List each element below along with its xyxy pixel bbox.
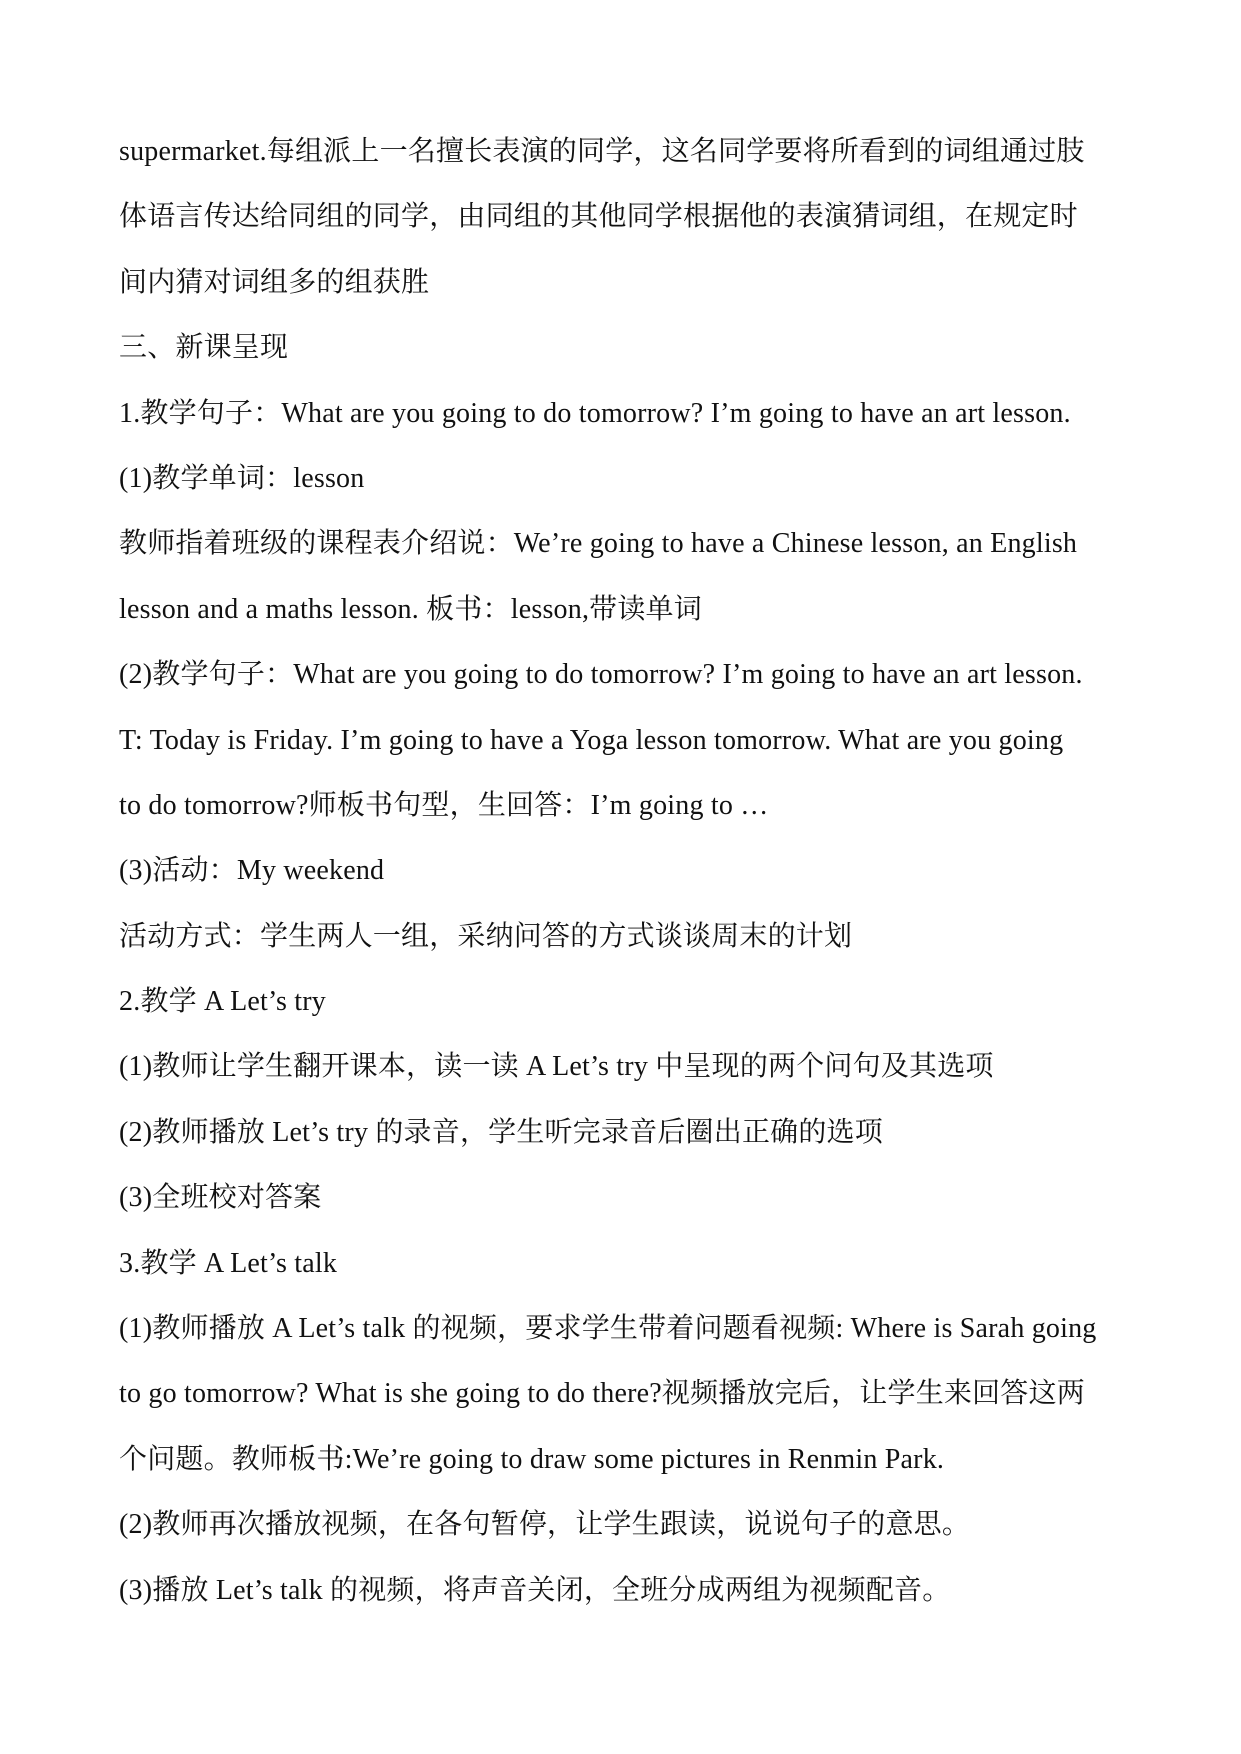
text-line: 个问题。教师板书:We’re going to draw some pictures in Renmin Park. <box>119 1443 945 1475</box>
text-line: (1)教师让学生翻开课本，读一读 A Let’s try 中呈现的两个问句及其选项 <box>119 1051 994 1083</box>
text-line: to go tomorrow? What is she going to do there?视频播放完后，让学生来回答这两 <box>119 1378 1085 1410</box>
text-line: 1.教学句子：What are you going to do tomorrow? I’m going to have an art lesson. <box>119 397 1071 429</box>
text-line: (1)教学单词：lesson <box>119 462 365 494</box>
text-line: (2)教学句子：What are you going to do tomorrow? I’m going to have an art lesson. <box>119 659 1083 691</box>
text-line: (3)播放 Let’s talk 的视频，将声音关闭，全班分成两组为视频配音。 <box>119 1574 951 1606</box>
text-line: 间内猜对词组多的组获胜 <box>119 266 430 298</box>
text-line: (2)教师再次播放视频，在各句暂停，让学生跟读，说说句子的意思。 <box>119 1509 971 1541</box>
text-line: lesson and a maths lesson. 板书：lesson,带读单词 <box>119 593 702 625</box>
text-line: supermarket.每组派上一名擅长表演的同学，这名同学要将所看到的词组通过肢 <box>119 136 1085 167</box>
text-line: (2)教师播放 Let’s try 的录音，学生听完录音后圈出正确的选项 <box>119 1116 883 1148</box>
text-line: T: Today is Friday. I’m going to have a Yoga lesson tomorrow. What are you going <box>119 724 1064 756</box>
text-line: 体语言传达给同组的同学，由同组的其他同学根据他的表演猜词组，在规定时 <box>119 201 1078 233</box>
section-heading: 三、新课呈现 <box>119 332 289 364</box>
text-line: 活动方式：学生两人一组，采纳问答的方式谈谈周末的计划 <box>119 920 853 952</box>
text-line: 3.教学 A Let’s talk <box>119 1247 338 1279</box>
text-line: to do tomorrow?师板书句型，生回答：I’m going to … <box>119 789 769 821</box>
text-line: (1)教师播放 A Let’s talk 的视频，要求学生带着问题看视频: Where is Sarah going <box>119 1313 1097 1345</box>
text-line: (3)全班校对答案 <box>119 1182 322 1214</box>
text-line: 2.教学 A Let’s try <box>119 986 326 1018</box>
text-line: 教师指着班级的课程表介绍说：We’re going to have a Chinese lesson, an English <box>119 528 1078 560</box>
text-line: (3)活动：My weekend <box>119 855 385 887</box>
document-body <box>119 128 1139 1632</box>
